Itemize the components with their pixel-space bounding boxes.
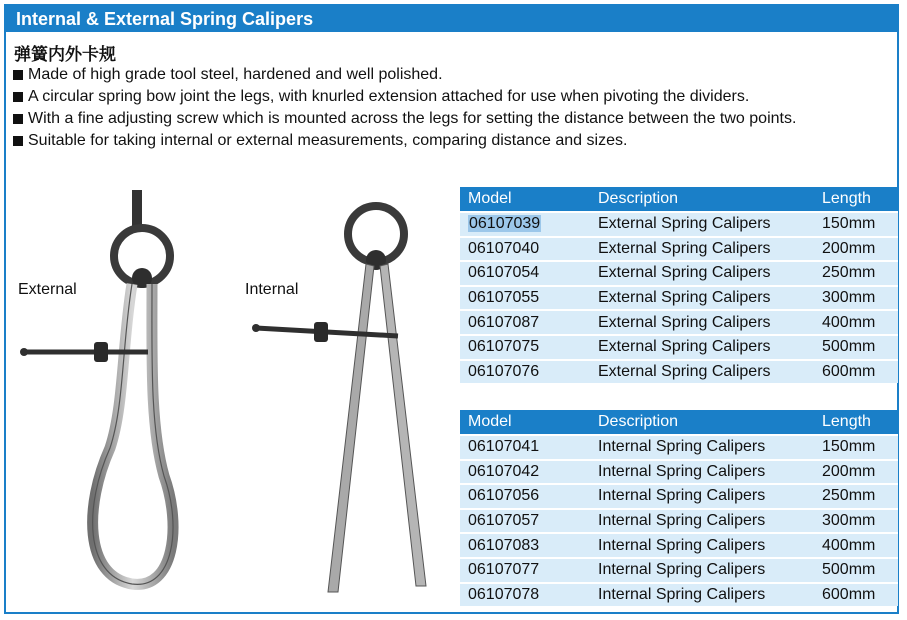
length-cell: 500mm <box>814 335 898 360</box>
description-cell: Internal Spring Calipers <box>590 558 814 583</box>
feature-text: Made of high grade tool steel, hardened and well polished. <box>28 66 443 83</box>
table-row <box>460 583 898 607</box>
feature-list <box>12 64 892 152</box>
model-cell: 06107042 <box>460 460 590 485</box>
page-title: Internal & External Spring Calipers <box>6 6 897 32</box>
external-spec-table <box>460 187 898 383</box>
description-cell: Internal Spring Calipers <box>590 533 814 558</box>
length-cell: 500mm <box>814 558 898 583</box>
model-cell: 06107078 <box>460 583 590 607</box>
model-cell: 06107076 <box>460 360 590 384</box>
table-header-row <box>460 410 898 435</box>
description-cell: Internal Spring Calipers <box>590 583 814 607</box>
feature-item <box>12 64 892 86</box>
description-cell: External Spring Calipers <box>590 261 814 286</box>
table-row <box>460 484 898 509</box>
table-row <box>460 460 898 485</box>
table-header-row <box>460 187 898 212</box>
column-header-description: Description <box>590 187 814 212</box>
table-row <box>460 558 898 583</box>
length-cell: 600mm <box>814 583 898 607</box>
description-cell: External Spring Calipers <box>590 310 814 335</box>
table-row <box>460 237 898 262</box>
model-cell: 06107087 <box>460 310 590 335</box>
length-cell: 250mm <box>814 261 898 286</box>
model-cell: 06107056 <box>460 484 590 509</box>
length-cell: 200mm <box>814 460 898 485</box>
description-cell: External Spring Calipers <box>590 237 814 262</box>
length-cell: 400mm <box>814 310 898 335</box>
model-cell: 06107054 <box>460 261 590 286</box>
table-row <box>460 261 898 286</box>
model-cell: 06107055 <box>460 286 590 311</box>
length-cell: 150mm <box>814 435 898 460</box>
model-cell: 06107077 <box>460 558 590 583</box>
description-cell: External Spring Calipers <box>590 360 814 384</box>
bullet-square-icon <box>13 92 23 102</box>
column-header-description: Description <box>590 410 814 435</box>
description-cell: External Spring Calipers <box>590 286 814 311</box>
description-cell: Internal Spring Calipers <box>590 435 814 460</box>
column-header-model: Model <box>460 410 590 435</box>
feature-text: With a fine adjusting screw which is mounted across the legs for setting the distance between the two points. <box>28 110 797 127</box>
description-cell: External Spring Calipers <box>590 335 814 360</box>
length-cell: 600mm <box>814 360 898 384</box>
description-cell: Internal Spring Calipers <box>590 509 814 534</box>
table-row <box>460 212 898 237</box>
table-row <box>460 533 898 558</box>
column-header-length: Length <box>814 187 898 212</box>
chinese-subtitle: 弹簧内外卡规 <box>14 45 116 65</box>
length-cell: 400mm <box>814 533 898 558</box>
internal-spec-table <box>460 410 898 606</box>
model-cell: 06107040 <box>460 237 590 262</box>
model-cell <box>460 212 590 237</box>
feature-item <box>12 86 892 108</box>
bullet-square-icon <box>13 70 23 80</box>
internal-label: Internal <box>245 281 299 298</box>
bullet-square-icon <box>13 136 23 146</box>
selected-model-text[interactable]: 06107039 <box>469 215 541 233</box>
model-cell: 06107083 <box>460 533 590 558</box>
model-cell: 06107057 <box>460 509 590 534</box>
table-row <box>460 286 898 311</box>
feature-text: A circular spring bow joint the legs, with knurled extension attached for use when pivoting the dividers. <box>28 88 750 105</box>
column-header-model: Model <box>460 187 590 212</box>
bullet-square-icon <box>13 114 23 124</box>
description-cell: External Spring Calipers <box>590 212 814 237</box>
column-header-length: Length <box>814 410 898 435</box>
internal-caliper-image <box>248 196 448 600</box>
external-caliper-image <box>14 186 204 596</box>
length-cell: 150mm <box>814 212 898 237</box>
feature-item <box>12 108 892 130</box>
model-cell: 06107041 <box>460 435 590 460</box>
table-row <box>460 435 898 460</box>
length-cell: 300mm <box>814 286 898 311</box>
table-row <box>460 360 898 384</box>
length-cell: 200mm <box>814 237 898 262</box>
feature-item <box>12 130 892 152</box>
description-cell: Internal Spring Calipers <box>590 460 814 485</box>
table-row <box>460 335 898 360</box>
model-cell: 06107075 <box>460 335 590 360</box>
feature-text: Suitable for taking internal or external measurements, comparing distance and sizes. <box>28 132 628 149</box>
description-cell: Internal Spring Calipers <box>590 484 814 509</box>
length-cell: 300mm <box>814 509 898 534</box>
table-row <box>460 310 898 335</box>
external-label: External <box>18 281 77 298</box>
table-row <box>460 509 898 534</box>
length-cell: 250mm <box>814 484 898 509</box>
